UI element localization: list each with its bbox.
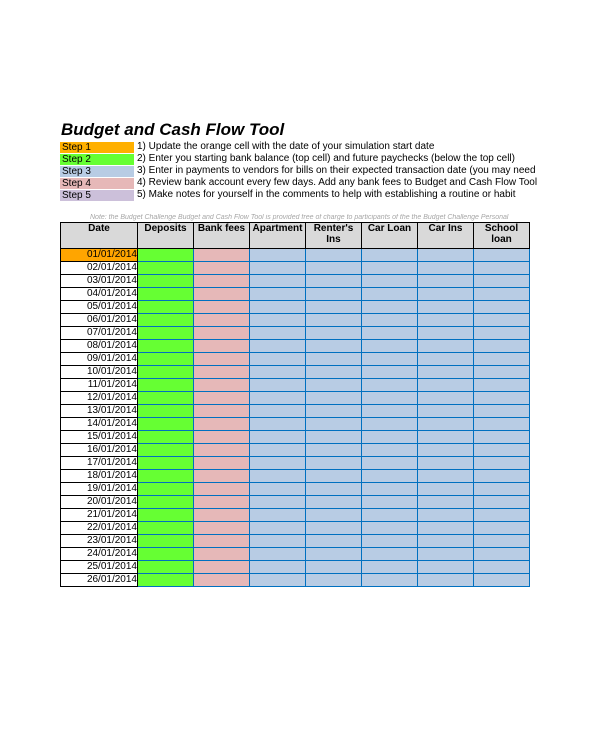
step-text: 3) Enter in payments to vendors for bills on their expected transaction date (you may need [137, 165, 536, 176]
school-loan-cell[interactable] [474, 366, 530, 379]
table-row [61, 314, 530, 327]
deposits-cell[interactable] [138, 392, 194, 405]
apartment-cell[interactable] [250, 301, 306, 314]
car-ins-cell[interactable] [418, 444, 474, 457]
school-loan-cell[interactable] [474, 314, 530, 327]
table-row [61, 262, 530, 275]
apartment-cell[interactable] [250, 548, 306, 561]
cash-flow-table [60, 222, 530, 587]
car-loan-cell[interactable] [362, 275, 418, 288]
table-row [61, 379, 530, 392]
deposits-cell[interactable] [138, 379, 194, 392]
table-row [61, 405, 530, 418]
renters-ins-cell[interactable] [306, 288, 362, 301]
deposits-cell[interactable] [138, 275, 194, 288]
deposits-cell[interactable] [138, 522, 194, 535]
car-ins-cell[interactable] [418, 379, 474, 392]
bank-fees-cell[interactable] [194, 366, 250, 379]
renters-ins-cell[interactable] [306, 548, 362, 561]
column-header: Bank fees [194, 223, 250, 249]
renters-ins-cell[interactable] [306, 314, 362, 327]
car-loan-cell[interactable] [362, 340, 418, 353]
date-cell[interactable]: 17/01/2014 [61, 457, 138, 470]
car-loan-cell[interactable] [362, 561, 418, 574]
bank-fees-cell[interactable] [194, 340, 250, 353]
column-header: School loan [474, 223, 530, 249]
car-loan-cell[interactable] [362, 418, 418, 431]
deposits-cell[interactable] [138, 496, 194, 509]
car-ins-cell[interactable] [418, 418, 474, 431]
date-cell[interactable]: 15/01/2014 [61, 431, 138, 444]
date-cell[interactable]: 20/01/2014 [61, 496, 138, 509]
car-ins-cell[interactable] [418, 262, 474, 275]
bank-fees-cell[interactable] [194, 522, 250, 535]
deposits-cell[interactable] [138, 574, 194, 587]
column-header: Renter's Ins [306, 223, 362, 249]
date-cell[interactable]: 14/01/2014 [61, 418, 138, 431]
bank-fees-cell[interactable] [194, 314, 250, 327]
renters-ins-cell[interactable] [306, 470, 362, 483]
car-loan-cell[interactable] [362, 483, 418, 496]
car-loan-cell[interactable] [362, 548, 418, 561]
school-loan-cell[interactable] [474, 457, 530, 470]
renters-ins-cell[interactable] [306, 353, 362, 366]
deposits-cell[interactable] [138, 301, 194, 314]
deposits-cell[interactable] [138, 509, 194, 522]
table-row [61, 561, 530, 574]
apartment-cell[interactable] [250, 509, 306, 522]
deposits-cell[interactable] [138, 249, 194, 262]
school-loan-cell[interactable] [474, 392, 530, 405]
car-loan-cell[interactable] [362, 288, 418, 301]
table-row [61, 457, 530, 470]
table-row [61, 353, 530, 366]
car-loan-cell[interactable] [362, 392, 418, 405]
step-label: Step 1 [60, 142, 134, 153]
bank-fees-cell[interactable] [194, 470, 250, 483]
apartment-cell[interactable] [250, 249, 306, 262]
renters-ins-cell[interactable] [306, 366, 362, 379]
renters-ins-cell[interactable] [306, 249, 362, 262]
apartment-cell[interactable] [250, 522, 306, 535]
table-row [61, 535, 530, 548]
steps-legend [60, 141, 537, 201]
apartment-cell[interactable] [250, 353, 306, 366]
deposits-cell[interactable] [138, 548, 194, 561]
car-ins-cell[interactable] [418, 340, 474, 353]
renters-ins-cell[interactable] [306, 457, 362, 470]
bank-fees-cell[interactable] [194, 301, 250, 314]
apartment-cell[interactable] [250, 314, 306, 327]
apartment-cell[interactable] [250, 379, 306, 392]
date-cell[interactable]: 18/01/2014 [61, 470, 138, 483]
step-text: 4) Review bank account every few days. Add any bank fees to Budget and Cash Flow Tool [137, 177, 538, 188]
apartment-cell[interactable] [250, 431, 306, 444]
renters-ins-cell[interactable] [306, 431, 362, 444]
renters-ins-cell[interactable] [306, 340, 362, 353]
step-label: Step 2 [60, 154, 134, 165]
date-cell[interactable]: 13/01/2014 [61, 405, 138, 418]
bank-fees-cell[interactable] [194, 444, 250, 457]
renters-ins-cell[interactable] [306, 405, 362, 418]
apartment-cell[interactable] [250, 444, 306, 457]
date-cell[interactable]: 24/01/2014 [61, 548, 138, 561]
table-row [61, 366, 530, 379]
car-loan-cell[interactable] [362, 262, 418, 275]
table-row [61, 496, 530, 509]
school-loan-cell[interactable] [474, 548, 530, 561]
date-cell[interactable]: 11/01/2014 [61, 379, 138, 392]
apartment-cell[interactable] [250, 483, 306, 496]
deposits-cell[interactable] [138, 340, 194, 353]
car-loan-cell[interactable] [362, 574, 418, 587]
date-cell[interactable]: 26/01/2014 [61, 574, 138, 587]
car-loan-cell[interactable] [362, 470, 418, 483]
car-loan-cell[interactable] [362, 509, 418, 522]
table-row [61, 249, 530, 262]
apartment-cell[interactable] [250, 457, 306, 470]
step-row [60, 141, 537, 153]
bank-fees-cell[interactable] [194, 275, 250, 288]
step-row [60, 165, 537, 177]
car-loan-cell[interactable] [362, 314, 418, 327]
bank-fees-cell[interactable] [194, 509, 250, 522]
renters-ins-cell[interactable] [306, 301, 362, 314]
date-cell[interactable]: 04/01/2014 [61, 288, 138, 301]
apartment-cell[interactable] [250, 327, 306, 340]
car-ins-cell[interactable] [418, 275, 474, 288]
renters-ins-cell[interactable] [306, 327, 362, 340]
car-ins-cell[interactable] [418, 483, 474, 496]
renters-ins-cell[interactable] [306, 483, 362, 496]
deposits-cell[interactable] [138, 535, 194, 548]
car-ins-cell[interactable] [418, 249, 474, 262]
car-loan-cell[interactable] [362, 444, 418, 457]
apartment-cell[interactable] [250, 418, 306, 431]
column-header: Car Loan [362, 223, 418, 249]
date-cell[interactable]: 02/01/2014 [61, 262, 138, 275]
table-row [61, 340, 530, 353]
date-cell[interactable]: 12/01/2014 [61, 392, 138, 405]
date-cell[interactable]: 08/01/2014 [61, 340, 138, 353]
table-row [61, 522, 530, 535]
deposits-cell[interactable] [138, 483, 194, 496]
bank-fees-cell[interactable] [194, 496, 250, 509]
renters-ins-cell[interactable] [306, 574, 362, 587]
bank-fees-cell[interactable] [194, 353, 250, 366]
school-loan-cell[interactable] [474, 275, 530, 288]
deposits-cell[interactable] [138, 353, 194, 366]
car-loan-cell[interactable] [362, 405, 418, 418]
table-row [61, 574, 530, 587]
apartment-cell[interactable] [250, 262, 306, 275]
school-loan-cell[interactable] [474, 483, 530, 496]
table-row [61, 288, 530, 301]
school-loan-cell[interactable] [474, 509, 530, 522]
car-ins-cell[interactable] [418, 496, 474, 509]
renters-ins-cell[interactable] [306, 392, 362, 405]
bank-fees-cell[interactable] [194, 561, 250, 574]
school-loan-cell[interactable] [474, 431, 530, 444]
school-loan-cell[interactable] [474, 249, 530, 262]
deposits-cell[interactable] [138, 418, 194, 431]
deposits-cell[interactable] [138, 366, 194, 379]
apartment-cell[interactable] [250, 535, 306, 548]
school-loan-cell[interactable] [474, 418, 530, 431]
car-ins-cell[interactable] [418, 431, 474, 444]
date-cell[interactable]: 21/01/2014 [61, 509, 138, 522]
car-ins-cell[interactable] [418, 301, 474, 314]
column-header: Apartment [250, 223, 306, 249]
bank-fees-cell[interactable] [194, 379, 250, 392]
renters-ins-cell[interactable] [306, 418, 362, 431]
table-header-row [61, 223, 530, 249]
date-cell[interactable]: 06/01/2014 [61, 314, 138, 327]
bank-fees-cell[interactable] [194, 535, 250, 548]
bank-fees-cell[interactable] [194, 327, 250, 340]
disclaimer-note: Note: the Budget Challenge Budget and Cash Flow Tool is provided free of charge to participants of the the Budget Challenge Personal [90, 214, 509, 221]
car-ins-cell[interactable] [418, 327, 474, 340]
deposits-cell[interactable] [138, 457, 194, 470]
bank-fees-cell[interactable] [194, 405, 250, 418]
date-cell[interactable]: 19/01/2014 [61, 483, 138, 496]
car-ins-cell[interactable] [418, 314, 474, 327]
school-loan-cell[interactable] [474, 262, 530, 275]
bank-fees-cell[interactable] [194, 262, 250, 275]
car-loan-cell[interactable] [362, 353, 418, 366]
deposits-cell[interactable] [138, 405, 194, 418]
date-cell[interactable]: 05/01/2014 [61, 301, 138, 314]
school-loan-cell[interactable] [474, 574, 530, 587]
car-loan-cell[interactable] [362, 457, 418, 470]
car-loan-cell[interactable] [362, 366, 418, 379]
bank-fees-cell[interactable] [194, 548, 250, 561]
bank-fees-cell[interactable] [194, 418, 250, 431]
step-row [60, 177, 537, 189]
bank-fees-cell[interactable] [194, 431, 250, 444]
car-loan-cell[interactable] [362, 249, 418, 262]
renters-ins-cell[interactable] [306, 535, 362, 548]
car-ins-cell[interactable] [418, 353, 474, 366]
school-loan-cell[interactable] [474, 353, 530, 366]
date-cell[interactable]: 22/01/2014 [61, 522, 138, 535]
step-text: 5) Make notes for yourself in the comments to help with establishing a routine or habit [137, 189, 516, 200]
apartment-cell[interactable] [250, 405, 306, 418]
renters-ins-cell[interactable] [306, 496, 362, 509]
apartment-cell[interactable] [250, 470, 306, 483]
step-row [60, 153, 537, 165]
page-title: Budget and Cash Flow Tool [61, 120, 285, 139]
start-date-cell[interactable]: 01/01/2014 [61, 249, 138, 262]
date-cell[interactable]: 03/01/2014 [61, 275, 138, 288]
car-loan-cell[interactable] [362, 431, 418, 444]
deposits-cell[interactable] [138, 561, 194, 574]
table-row [61, 418, 530, 431]
apartment-cell[interactable] [250, 288, 306, 301]
school-loan-cell[interactable] [474, 535, 530, 548]
school-loan-cell[interactable] [474, 496, 530, 509]
car-ins-cell[interactable] [418, 366, 474, 379]
school-loan-cell[interactable] [474, 340, 530, 353]
apartment-cell[interactable] [250, 392, 306, 405]
car-ins-cell[interactable] [418, 288, 474, 301]
renters-ins-cell[interactable] [306, 522, 362, 535]
bank-fees-cell[interactable] [194, 483, 250, 496]
apartment-cell[interactable] [250, 561, 306, 574]
table-row [61, 301, 530, 314]
school-loan-cell[interactable] [474, 301, 530, 314]
car-ins-cell[interactable] [418, 561, 474, 574]
school-loan-cell[interactable] [474, 522, 530, 535]
deposits-cell[interactable] [138, 327, 194, 340]
car-ins-cell[interactable] [418, 509, 474, 522]
car-ins-cell[interactable] [418, 405, 474, 418]
school-loan-cell[interactable] [474, 444, 530, 457]
renters-ins-cell[interactable] [306, 561, 362, 574]
date-cell[interactable]: 10/01/2014 [61, 366, 138, 379]
renters-ins-cell[interactable] [306, 379, 362, 392]
step-text: 1) Update the orange cell with the date of your simulation start date [137, 141, 435, 152]
table-row [61, 470, 530, 483]
bank-fees-cell[interactable] [194, 392, 250, 405]
column-header: Date [61, 223, 138, 249]
bank-fees-cell[interactable] [194, 574, 250, 587]
renters-ins-cell[interactable] [306, 444, 362, 457]
column-header: Deposits [138, 223, 194, 249]
step-label: Step 3 [60, 166, 134, 177]
table-row [61, 444, 530, 457]
date-cell[interactable]: 23/01/2014 [61, 535, 138, 548]
date-cell[interactable]: 25/01/2014 [61, 561, 138, 574]
date-cell[interactable]: 16/01/2014 [61, 444, 138, 457]
deposits-cell[interactable] [138, 431, 194, 444]
table-row [61, 392, 530, 405]
step-label: Step 4 [60, 178, 134, 189]
car-loan-cell[interactable] [362, 327, 418, 340]
school-loan-cell[interactable] [474, 561, 530, 574]
renters-ins-cell[interactable] [306, 509, 362, 522]
date-cell[interactable]: 07/01/2014 [61, 327, 138, 340]
school-loan-cell[interactable] [474, 405, 530, 418]
car-ins-cell[interactable] [418, 392, 474, 405]
step-text: 2) Enter you starting bank balance (top cell) and future paychecks (below the top cell) [137, 153, 515, 164]
car-ins-cell[interactable] [418, 522, 474, 535]
bank-fees-cell[interactable] [194, 457, 250, 470]
bank-fees-cell[interactable] [194, 249, 250, 262]
date-cell[interactable]: 09/01/2014 [61, 353, 138, 366]
car-loan-cell[interactable] [362, 379, 418, 392]
renters-ins-cell[interactable] [306, 275, 362, 288]
deposits-cell[interactable] [138, 288, 194, 301]
car-loan-cell[interactable] [362, 535, 418, 548]
step-row [60, 189, 537, 201]
table-row [61, 509, 530, 522]
deposits-cell[interactable] [138, 262, 194, 275]
column-header: Car Ins [418, 223, 474, 249]
apartment-cell[interactable] [250, 366, 306, 379]
renters-ins-cell[interactable] [306, 262, 362, 275]
car-loan-cell[interactable] [362, 522, 418, 535]
school-loan-cell[interactable] [474, 379, 530, 392]
deposits-cell[interactable] [138, 444, 194, 457]
car-ins-cell[interactable] [418, 457, 474, 470]
bank-fees-cell[interactable] [194, 288, 250, 301]
apartment-cell[interactable] [250, 340, 306, 353]
school-loan-cell[interactable] [474, 288, 530, 301]
apartment-cell[interactable] [250, 275, 306, 288]
table-row [61, 548, 530, 561]
car-ins-cell[interactable] [418, 470, 474, 483]
school-loan-cell[interactable] [474, 470, 530, 483]
table-row [61, 431, 530, 444]
table-row [61, 275, 530, 288]
apartment-cell[interactable] [250, 574, 306, 587]
step-label: Step 5 [60, 190, 134, 201]
car-loan-cell[interactable] [362, 301, 418, 314]
car-ins-cell[interactable] [418, 574, 474, 587]
deposits-cell[interactable] [138, 470, 194, 483]
car-ins-cell[interactable] [418, 535, 474, 548]
table-row [61, 327, 530, 340]
car-ins-cell[interactable] [418, 548, 474, 561]
apartment-cell[interactable] [250, 496, 306, 509]
table-row [61, 483, 530, 496]
school-loan-cell[interactable] [474, 327, 530, 340]
deposits-cell[interactable] [138, 314, 194, 327]
car-loan-cell[interactable] [362, 496, 418, 509]
